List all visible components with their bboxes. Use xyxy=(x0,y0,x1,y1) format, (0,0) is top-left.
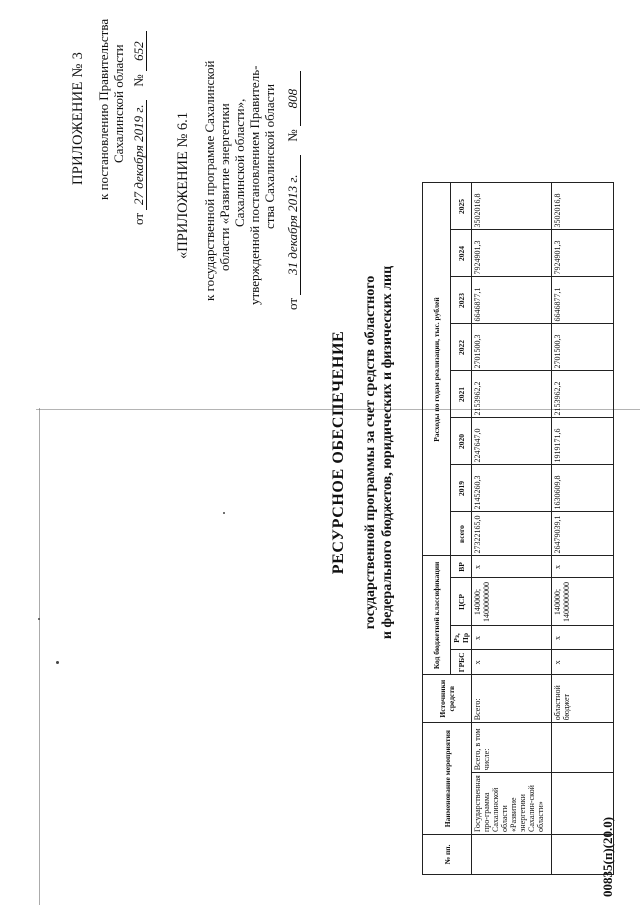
header-budget-code: Код бюджетной классификации xyxy=(423,556,451,675)
row-vr: х xyxy=(472,556,552,578)
table-row xyxy=(552,183,614,875)
header-num: № пп. xyxy=(423,835,472,875)
row-grbs: х xyxy=(552,650,614,675)
number-prefix: № xyxy=(131,74,146,87)
appendix-6-1-date: 31 декабря 2013 г. xyxy=(285,155,301,295)
document-subtitle-line-1: государственной программы за счет средств областного xyxy=(363,275,378,630)
row-grbs: х xyxy=(472,650,552,675)
header-total: всего xyxy=(451,512,472,556)
appendix-6-1-title: «ПРИЛОЖЕНИЕ № 6.1 xyxy=(175,111,191,259)
appendix-3-date: 27 декабря 2019 г. xyxy=(131,100,147,210)
row-vr: х xyxy=(552,556,614,578)
appendix-6-1-line-1: к государственной программе Сахалинской xyxy=(202,60,217,301)
row-value: 2701500,3 xyxy=(552,324,614,371)
row-total: 26479039,1 xyxy=(552,512,614,556)
appendix-3-title: ПРИЛОЖЕНИЕ № 3 xyxy=(70,51,86,185)
resource-table xyxy=(422,183,614,876)
date-prefix: от xyxy=(131,212,146,225)
row-total: 27322165,0 xyxy=(472,512,552,556)
row-num xyxy=(472,835,552,875)
appendix-6-1-line-2: области «Развитие энергетики xyxy=(217,103,232,271)
row-value: 6646877,1 xyxy=(552,277,614,324)
header-year: 2024 xyxy=(451,230,472,277)
row-sub: Всего, в том числе: xyxy=(472,723,552,773)
row-value: 2153962,2 xyxy=(472,371,552,418)
header-year: 2021 xyxy=(451,371,472,418)
row-value: 6646877,1 xyxy=(472,277,552,324)
row-value: 2701500,3 xyxy=(472,324,552,371)
header-year: 2022 xyxy=(451,324,472,371)
header-sources: Источники средств xyxy=(423,675,472,723)
row-source: областной бюджет xyxy=(552,675,614,723)
row-csr: 140000; 1400000000 xyxy=(472,578,552,626)
appendix-3-number: 652 xyxy=(131,31,147,71)
row-value: 2247647,0 xyxy=(472,418,552,465)
header-name: Наименование мероприятия xyxy=(423,723,472,835)
appendix-3-line-2: Сахалинской области xyxy=(111,44,126,163)
header-csr: ЦСР xyxy=(451,578,472,626)
header-expenses: Расходы по годам реализации, тыс. рублей xyxy=(423,183,451,556)
header-year: 2023 xyxy=(451,277,472,324)
row-csr: 140000; 1400000000 xyxy=(552,578,614,626)
row-value: 3502016,8 xyxy=(552,183,614,230)
date-prefix: от xyxy=(285,297,300,310)
row-value: 1919171,6 xyxy=(552,418,614,465)
appendix-3-date-line xyxy=(131,31,147,225)
header-grbs: ГРБС xyxy=(451,650,472,675)
document-subtitle-line-2: и федерального бюджетов, юридических и физических лиц xyxy=(380,265,395,640)
row-name: Государственная про-грамма Сахалинской области «Развитие энергетики Сахалин-ской области» xyxy=(472,773,552,835)
row-value: 7924901,3 xyxy=(552,230,614,277)
row-rzpr: х xyxy=(552,626,614,650)
footer-document-code: 00835(п)(20.0) xyxy=(600,816,615,897)
table-row xyxy=(472,183,552,875)
row-source: Всего: xyxy=(472,675,552,723)
appendix-3-line-1: к постановлению Правительства xyxy=(96,18,111,200)
appendix-6-1-number: 808 xyxy=(285,71,301,126)
document-title: РЕСУРСНОЕ ОБЕСПЕЧЕНИЕ xyxy=(330,330,347,575)
appendix-6-1-line-5: ства Сахалинской области xyxy=(262,83,277,229)
row-value: 7924901,3 xyxy=(472,230,552,277)
appendix-6-1-date-line xyxy=(285,71,301,310)
row-value: 2145260,3 xyxy=(472,465,552,512)
header-year: 2019 xyxy=(451,465,472,512)
row-rzpr: х xyxy=(472,626,552,650)
appendix-6-1-line-3: Сахалинской области», xyxy=(232,98,247,227)
header-vr: ВР xyxy=(451,556,472,578)
row-sub xyxy=(552,723,614,773)
row-value: 1630609,8 xyxy=(552,465,614,512)
row-value: 3502016,8 xyxy=(472,183,552,230)
header-year: 2020 xyxy=(451,418,472,465)
appendix-6-1-line-4: утвержденной постановлением Правитель- xyxy=(247,65,262,305)
header-rzpr: Рз, Пр xyxy=(451,626,472,650)
header-row-1 xyxy=(423,183,451,875)
row-value: 2153962,2 xyxy=(552,371,614,418)
number-prefix: № xyxy=(285,129,300,142)
header-year: 2025 xyxy=(451,183,472,230)
